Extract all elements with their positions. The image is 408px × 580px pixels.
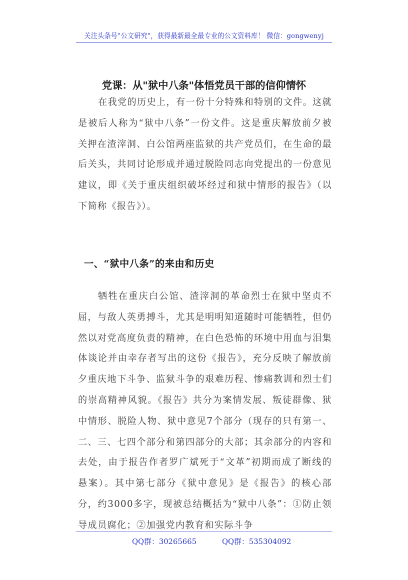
section-heading: 一、“狱中八条”的来由和历史 [84,259,215,270]
footer-qq-group-left: QQ群：30265665 [132,537,197,546]
intro-paragraph: 在我党的历史上，有一份十分特殊和特别的文件。这就是被后人称为“狱中八条”一份文件。这是重庆解放前夕被关押在渣滓洞、白公馆两座监狱的共产党员们，在生命的最后关头，共同讨论形成并通过脱险同志向党提出的一份意见建议，即《关于重庆组织破坏经过和狱中情形的报告》（以下简称《报告》）。 [78,98,332,212]
header-promo-note: 关注头条号"公文研究"，获得最新最全最专业的公文资料库！ 微信：gongwenyj [84,32,324,40]
footer-qq-group-right: QQ群：535304092 [222,537,292,546]
footer-divider [76,531,332,532]
section-paragraph: 牺牲在重庆白公馆、渣滓洞的革命烈士在狱中坚贞不屈，与敌人英勇搏斗，尤其是明明知道随时可能牺牲，但仍然以对党高度负责的精神，在白色恐怖的环境中用血与泪集体谈论并由幸存者写出的这份《报告》，充分反映了解放前夕重庆地下斗争、监狱斗争的艰难历程、惨痛教训和烈士们的崇高精神风貌。《报告》共分为案情发展、叛徒群像、狱中情形、脱险人物、狱中意见7个部分（现存的只有第一、二、三、七四个部分和第四部分的大部；其余部分的内容和去处，由于报告作者罗广斌死于“文革”初期而成了断线的悬案）。其中第七部分《狱中意见》是《报告》的核心部分，约3000多字，现被总结概括为“狱中八条”：①防止领导成员腐化；②加强党内教育和实际斗争 [78,292,332,531]
header-divider [76,42,332,43]
document-title: 党课：从"狱中八条"体悟党员干部的信仰情怀 [101,79,307,92]
